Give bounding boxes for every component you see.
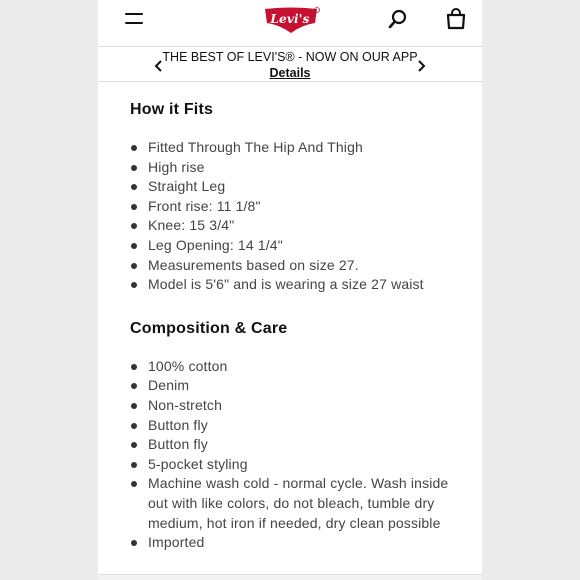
list-item: Non-stretch	[130, 396, 470, 416]
list-item: Measurements based on size 27.	[130, 256, 470, 276]
list-item: Denim	[130, 376, 470, 396]
chevron-right-icon[interactable]	[415, 59, 427, 71]
list-item: Imported	[130, 533, 470, 553]
list-item: Machine wash cold - normal cycle. Wash inside out with like colors, do not bleach, tumble dry medium, hot iron if needed, dry clean possible	[130, 474, 470, 533]
list-item: Straight Leg	[130, 177, 470, 197]
menu-icon[interactable]	[125, 12, 143, 26]
site-header	[98, 0, 482, 47]
composition-care-list	[130, 357, 470, 553]
list-item: Leg Opening: 14 1/4"	[130, 236, 470, 256]
list-item: Knee: 15 3/4"	[130, 216, 470, 236]
list-item: High rise	[130, 158, 470, 178]
list-item: 5-pocket styling	[130, 455, 470, 475]
levis-logo[interactable]	[262, 6, 320, 34]
list-item: 100% cotton	[130, 357, 470, 377]
list-item: Front rise: 11 1/8"	[130, 197, 470, 217]
menu-icon-bar	[125, 22, 143, 24]
logo-text: Levi's	[270, 12, 310, 26]
promo-text: THE BEST OF LEVI'S® - NOW ON OUR APP	[162, 50, 418, 64]
list-item: Fitted Through The Hip And Thigh	[130, 138, 470, 158]
shopping-bag-icon[interactable]	[445, 8, 467, 30]
promo-banner	[98, 47, 482, 82]
product-details	[130, 100, 470, 553]
list-item: Button fly	[130, 416, 470, 436]
list-item: Button fly	[130, 435, 470, 455]
phone-screen	[98, 0, 482, 580]
promo-details-link[interactable]: Details	[269, 66, 311, 80]
menu-icon-bar	[125, 13, 143, 15]
list-item: Model is 5'6" and is wearing a size 27 waist	[130, 275, 470, 295]
how-it-fits-list	[130, 138, 470, 295]
search-icon[interactable]	[388, 9, 408, 29]
how-it-fits-title: How it Fits	[130, 101, 214, 118]
composition-care-title: Composition & Care	[130, 319, 288, 337]
footer-divider	[98, 574, 482, 580]
